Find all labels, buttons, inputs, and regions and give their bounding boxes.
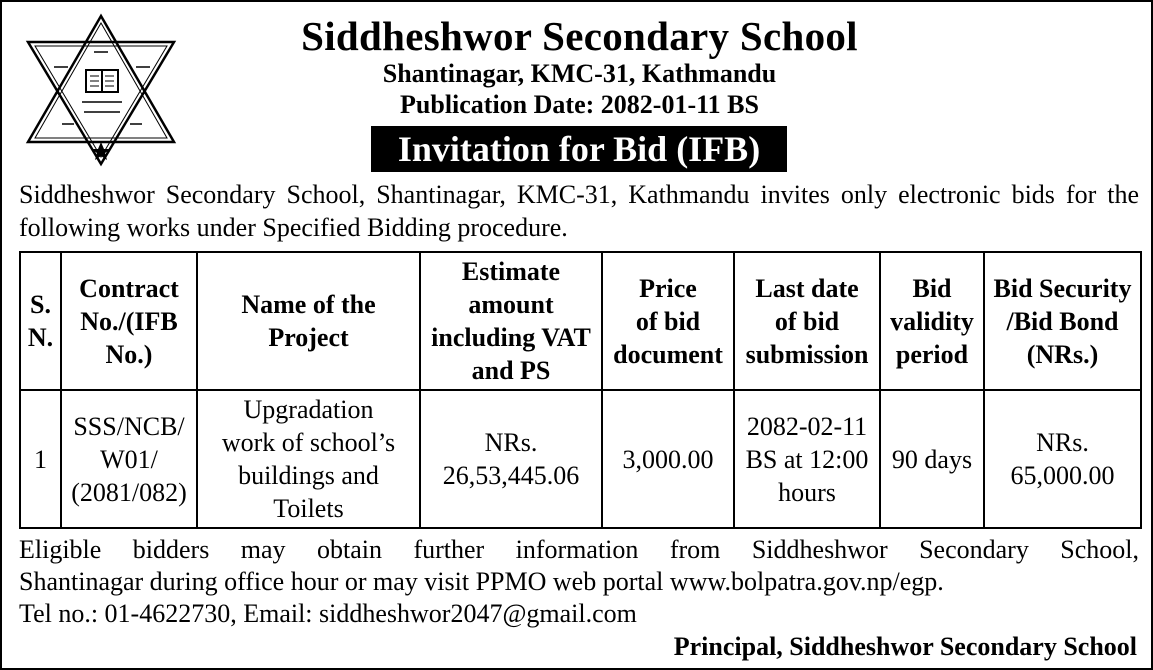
cell-estimate: NRs. 26,53,445.06 (420, 390, 602, 528)
table-header-row (20, 252, 1141, 390)
table-row (20, 390, 1141, 528)
cell-validity: 90 days (880, 390, 984, 528)
school-logo-star-emblem (24, 12, 178, 168)
signature-line: Principal, Siddheshwor Secondary School (673, 632, 1137, 661)
cell-security: NRs. 65,000.00 (984, 390, 1141, 528)
header-validity: Bid validity period (880, 252, 984, 390)
school-address: Shantinagar, KMC-31, Kathmandu (382, 59, 777, 88)
header-sn: S. N. (20, 252, 61, 390)
outro-line-2: Shantinagar during office hour or may visit PPMO web portal www.bolpatra.gov.np/egp. (19, 567, 944, 596)
cell-sn: 1 (20, 390, 61, 528)
cell-price: 3,000.00 (602, 390, 734, 528)
contact-line: Tel no.: 01-4622730, Email: siddheshwor2047@gmail.com (19, 599, 637, 628)
header-estimate: Estimate amount including VAT and PS (420, 252, 602, 390)
header-price: Price of bid document (602, 252, 734, 390)
bid-table (19, 251, 1142, 529)
cell-contract-no: SSS/NCB/ W01/ (2081/082) (61, 390, 197, 528)
header-contract-no: Contract No./(IFB No.) (61, 252, 197, 390)
school-name-title: Siddheshwor Secondary School (301, 13, 858, 59)
header-last-date: Last date of bid submission (734, 252, 880, 390)
header-project-name: Name of the Project (197, 252, 420, 390)
cell-project-name: Upgradation work of school’s buildings and Toilets (197, 390, 420, 528)
intro-paragraph: Siddheshwor Secondary School, Shantinagar, KMC-31, Kathmandu invites only electronic bids for the following works under Specified Bidding procedure. (19, 180, 1139, 242)
publication-date: Publication Date: 2082-01-11 BS (400, 90, 759, 119)
outro-line-1: Eligible bidders may obtain further information from Siddheshwor Secondary School, (19, 535, 1139, 564)
cell-last-date: 2082-02-11 BS at 12:00 hours (734, 390, 880, 528)
outro-paragraph (19, 534, 1139, 630)
header-security: Bid Security /Bid Bond (NRs.) (984, 252, 1141, 390)
notice-title-banner: Invitation for Bid (IFB) (371, 126, 787, 172)
